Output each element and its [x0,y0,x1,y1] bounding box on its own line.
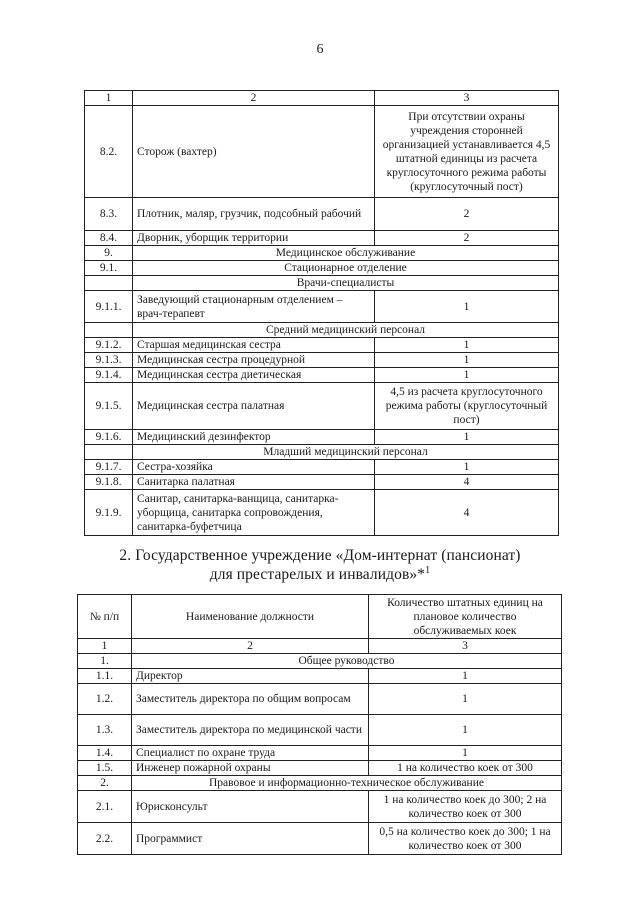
table-row [78,715,562,746]
section-heading-line1: 2. Государственное учреждение «Дом-интернат (пансионат) [119,547,521,564]
column-number: 2 [133,91,375,106]
staff-count: 4,5 из расчета круглосуточного режима работы (круглосуточный пост) [375,383,559,430]
row-number: 9.1.9. [85,490,133,536]
page-number: 6 [316,42,324,57]
position-name: Сторож (вахтер) [133,106,375,198]
column-number-row [85,91,559,106]
row-number: 8.3. [85,198,133,231]
table-row [85,291,559,323]
section-row [78,776,562,791]
section-heading-text: для престарелых и инвалидов»* [209,566,426,583]
row-number: 1.3. [78,715,132,746]
staff-count: 1 [375,291,559,323]
staff-count: 2 [375,231,559,246]
row-number: 1. [78,654,132,669]
section-title: Общее руководство [132,654,562,669]
row-number: 8.4. [85,231,133,246]
column-number-row [78,639,562,654]
header-number: № п/п [78,595,132,639]
staff-count: 4 [375,475,559,490]
staff-count: 1 [369,746,562,761]
section-row [85,246,559,261]
table-row [85,368,559,383]
staff-count: 1 [375,460,559,475]
staffing-table-continued [84,90,559,536]
row-number [85,276,133,291]
row-number: 1.5. [78,761,132,776]
subsection-row [85,323,559,338]
footnote-marker: 1 [425,565,431,576]
position-name: Медицинская сестра процедурной [133,353,375,368]
column-number: 1 [78,639,132,654]
staff-count: 1 [375,338,559,353]
table-row [85,338,559,353]
row-number: 9.1.2. [85,338,133,353]
staff-count: 4 [375,490,559,536]
position-name: Дворник, уборщик территории [133,231,375,246]
row-number: 9.1. [85,261,133,276]
row-number: 9.1.3. [85,353,133,368]
subsection-row [85,276,559,291]
row-number: 9.1.7. [85,460,133,475]
row-number: 1.2. [78,684,132,715]
staff-count: 1 [369,669,562,684]
position-name: Медицинская сестра диетическая [133,368,375,383]
row-number: 9.1.4. [85,368,133,383]
subsection-title: Врачи-специалисты [133,276,559,291]
subsection-title: Младший медицинский персонал [133,445,559,460]
column-number: 3 [369,639,562,654]
staffing-table [77,594,562,855]
row-number [85,323,133,338]
table-row [85,460,559,475]
position-name: Плотник, маляр, грузчик, подсобный рабочий [133,198,375,231]
row-number: 9.1.8. [85,475,133,490]
staff-count: 2 [375,198,559,231]
section-row [78,654,562,669]
header-position: Наименование должности [132,595,369,639]
staff-count: 0,5 на количество коек до 300; 1 на количество коек от 300 [369,823,562,855]
table-row [78,791,562,823]
column-number: 3 [375,91,559,106]
row-number: 2.1. [78,791,132,823]
table-row [85,430,559,445]
table-row [78,746,562,761]
row-number [85,445,133,460]
row-number: 8.2. [85,106,133,198]
subsection-title: Средний медицинский персонал [133,323,559,338]
row-number: 2.2. [78,823,132,855]
section-heading-line2 [0,565,640,584]
table-row [78,761,562,776]
table-row [85,231,559,246]
row-number: 9.1.6. [85,430,133,445]
section-row [85,261,559,276]
section-title: Стационарное отделение [133,261,559,276]
position-name: Заведующий стационарным отделением – врач-терапевт [133,291,375,323]
table-row [78,823,562,855]
header-staff-count: Количество штатных единиц на плановое количество обслуживаемых коек [369,595,562,639]
position-name: Программист [132,823,369,855]
position-name: Медицинская сестра палатная [133,383,375,430]
position-name: Юрисконсульт [132,791,369,823]
position-name: Заместитель директора по общим вопросам [132,684,369,715]
row-number: 9.1.5. [85,383,133,430]
table-row [85,490,559,536]
row-number: 1.4. [78,746,132,761]
subsection-row [85,445,559,460]
position-name: Директор [132,669,369,684]
column-number: 1 [85,91,133,106]
staff-count: 1 [375,353,559,368]
position-name: Сестра-хозяйка [133,460,375,475]
position-name: Заместитель директора по медицинской части [132,715,369,746]
table-row [85,198,559,231]
staff-count: 1 [369,715,562,746]
table-row [85,353,559,368]
table-row [85,383,559,430]
row-number: 9. [85,246,133,261]
table-row [85,106,559,198]
table-row [78,684,562,715]
position-name: Санитарка палатная [133,475,375,490]
staff-count: 1 [375,430,559,445]
section-title: Правовое и информационно-техническое обслуживание [132,776,562,791]
position-name: Инженер пожарной охраны [132,761,369,776]
position-name: Старшая медицинская сестра [133,338,375,353]
column-number: 2 [132,639,369,654]
staff-count: 1 [375,368,559,383]
row-number: 1.1. [78,669,132,684]
table-row [85,475,559,490]
staff-count: 1 на количество коек от 300 [369,761,562,776]
row-number: 9.1.1. [85,291,133,323]
staff-count: 1 [369,684,562,715]
position-name: Медицинский дезинфектор [133,430,375,445]
row-number: 2. [78,776,132,791]
position-name: Санитар, санитарка-ванщица, санитарка-уборщица, санитарка сопровождения, санитарка-буфетчица [133,490,375,536]
position-name: Специалист по охране труда [132,746,369,761]
staff-count: 1 на количество коек до 300; 2 на количество коек от 300 [369,791,562,823]
table-row [78,669,562,684]
table-header-row [78,595,562,639]
staff-count: При отсутствии охраны учреждения сторонней организацией устанавливается 4,5 штатной единицы из расчета круглосуточного режима работы (круглосуточный пост) [375,106,559,198]
section-title: Медицинское обслуживание [133,246,559,261]
